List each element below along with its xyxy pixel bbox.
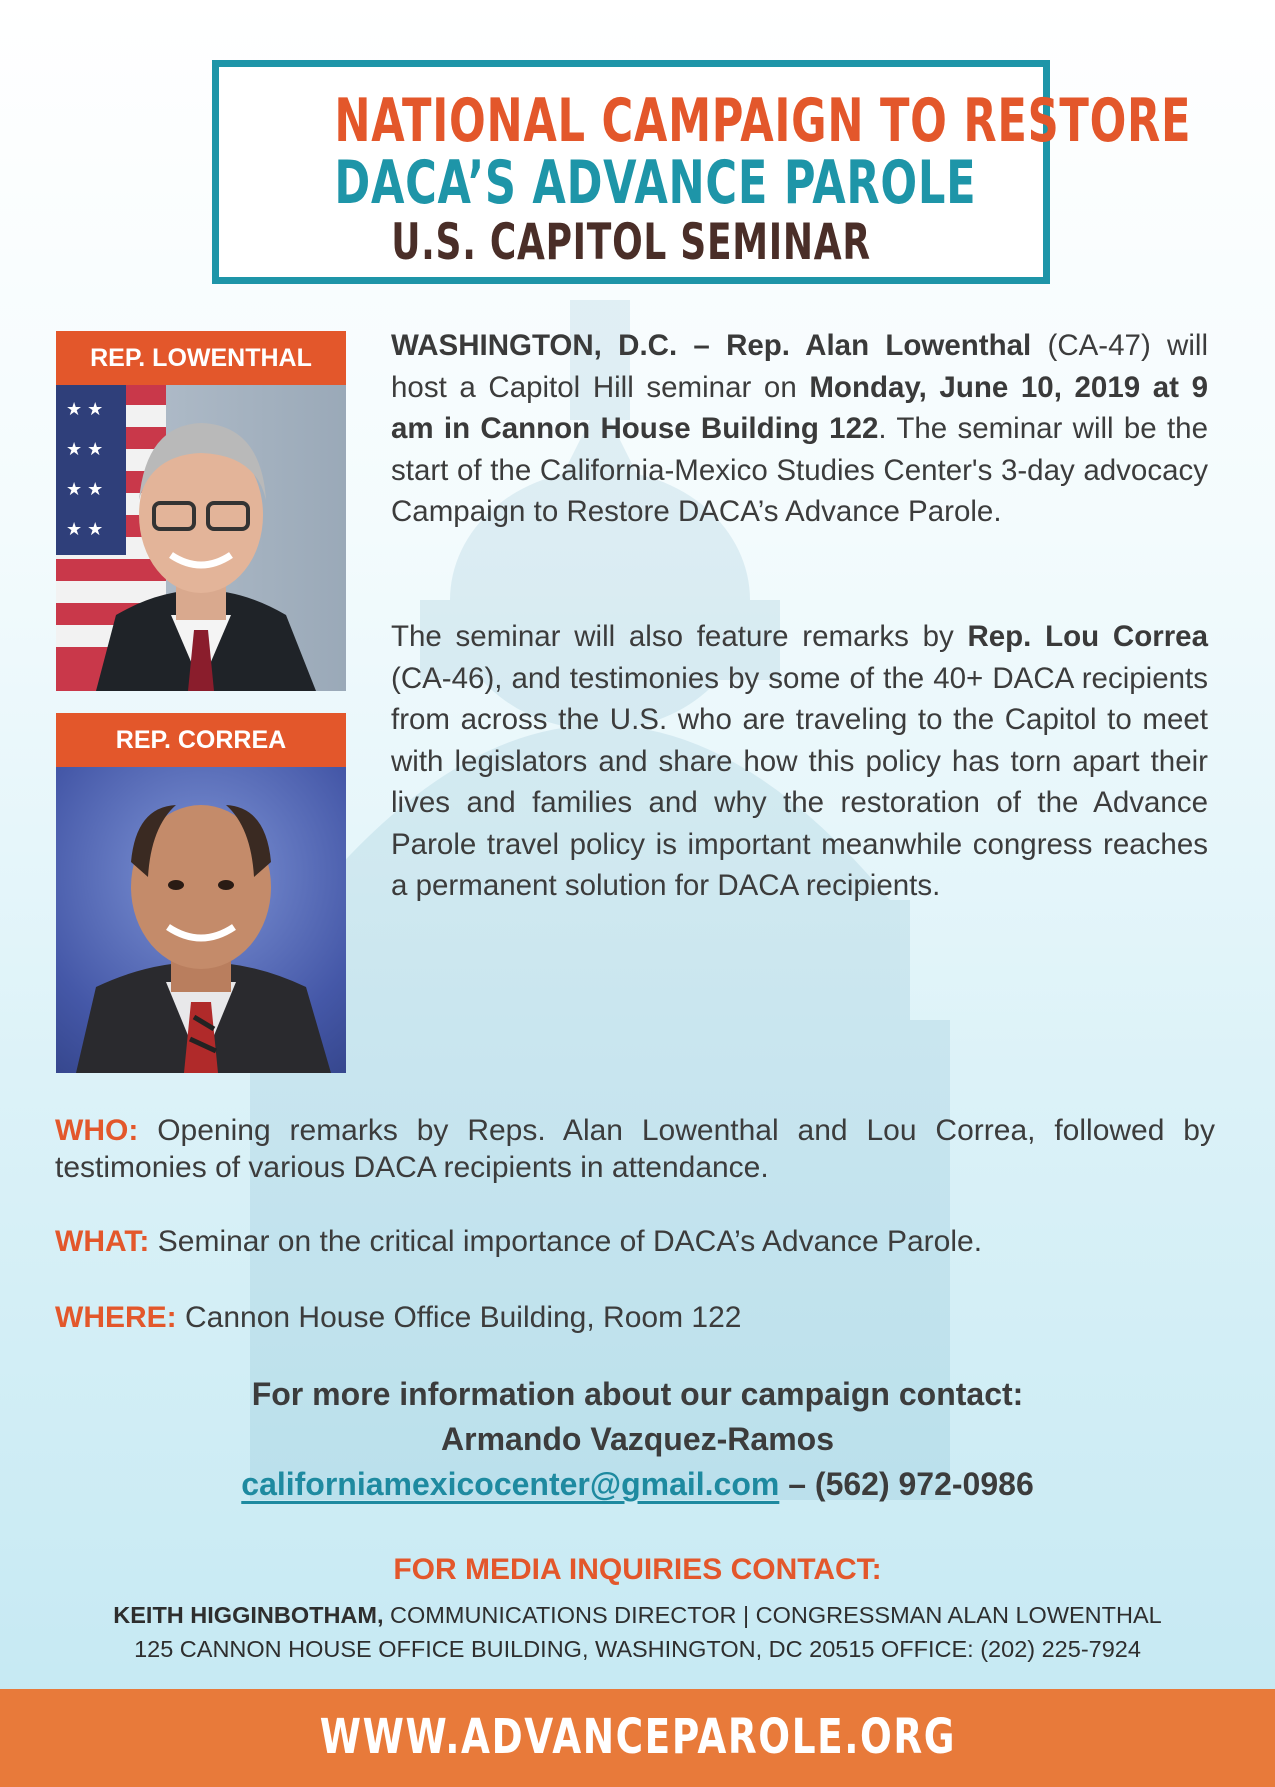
photo-card-lowenthal xyxy=(56,331,346,691)
media-address: 125 CANNON HOUSE OFFICE BUILDING, WASHINGTON, DC 20515 OFFICE: (202) 225-7924 xyxy=(134,1636,1141,1662)
what-label: WHAT: xyxy=(55,1225,150,1258)
contact-line xyxy=(0,1466,1275,1503)
intro-paragraph-1 xyxy=(391,325,1208,533)
title-line-2: DACA’S ADVANCE PAROLE xyxy=(334,148,977,218)
intro-paragraph-2 xyxy=(391,616,1208,907)
who-label: WHO: xyxy=(55,1114,139,1147)
title-line-3: U.S. CAPITOL SEMINAR xyxy=(391,213,871,271)
where-label: WHERE: xyxy=(55,1301,177,1334)
photo-card-correa xyxy=(56,713,346,1073)
who-section xyxy=(55,1112,1215,1186)
intro2-text-2: (CA-46), and testimonies by some of the 40+ DACA recipients from across the U.S. who are traveling to the Capitol to meet with legislators and share how this policy has torn apart their lives and families and why the restoration of the Advance Parole travel policy is important meanwhile congress reaches a permanent solution for DACA recipients. xyxy=(391,661,1208,902)
media-role: COMMUNICATIONS DIRECTOR | CONGRESSMAN ALAN LOWENTHAL xyxy=(383,1602,1162,1628)
intro-bold-date: Monday, June 10, 2019 at 9 am in Cannon House Building 122 xyxy=(391,370,1208,445)
intro2-text-1: The seminar will also feature remarks by xyxy=(391,620,968,653)
media-person: KEITH HIGGINBOTHAM, xyxy=(113,1602,384,1628)
svg-text:★ ★: ★ ★ xyxy=(66,479,104,499)
photo-label-lowenthal: REP. LOWENTHAL xyxy=(56,331,346,385)
intro-text-2: . The seminar will be the start of the California-Mexico Studies Center's 3-day advocacy Campaign to Restore DACA’s Advance Parole. xyxy=(391,412,1208,528)
where-text: Cannon House Office Building, Room 122 xyxy=(176,1301,742,1334)
what-text: Seminar on the critical importance of DACA’s Advance Parole. xyxy=(149,1225,983,1258)
svg-text:★ ★: ★ ★ xyxy=(66,519,104,539)
footer-bar xyxy=(0,1689,1275,1787)
intro2-bold-correa: Rep. Lou Correa xyxy=(967,620,1208,653)
portrait-lowenthal xyxy=(56,385,346,691)
svg-text:★ ★: ★ ★ xyxy=(66,399,104,419)
who-text: Opening remarks by Reps. Alan Lowenthal and Lou Correa, followed by testimonies of various DACA recipients in attendance. xyxy=(55,1114,1215,1184)
title-line-1: NATIONAL CAMPAIGN TO RESTORE xyxy=(334,86,1192,156)
footer-url[interactable]: WWW.ADVANCEPAROLE.ORG xyxy=(319,1709,956,1765)
contact-name: Armando Vazquez-Ramos xyxy=(441,1421,834,1457)
media-heading: FOR MEDIA INQUIRIES CONTACT: xyxy=(393,1553,882,1586)
contact-heading: For more information about our campaign contact: xyxy=(251,1376,1024,1412)
photo-label-correa: REP. CORREA xyxy=(56,713,346,767)
contact-email-link[interactable]: californiamexicocenter@gmail.com xyxy=(241,1466,780,1502)
where-section xyxy=(55,1299,1215,1336)
title-box xyxy=(212,60,1192,284)
svg-text:★ ★: ★ ★ xyxy=(66,439,104,459)
what-section xyxy=(55,1223,1215,1260)
media-contact-line xyxy=(0,1602,1275,1629)
intro-bold-location: WASHINGTON, D.C. – Rep. Alan Lowenthal xyxy=(391,329,1032,362)
portrait-correa xyxy=(56,767,346,1073)
contact-phone: – (562) 972-0986 xyxy=(779,1466,1034,1502)
intro-text-1: (CA-47) will host a Capitol Hill seminar on xyxy=(391,329,1208,404)
